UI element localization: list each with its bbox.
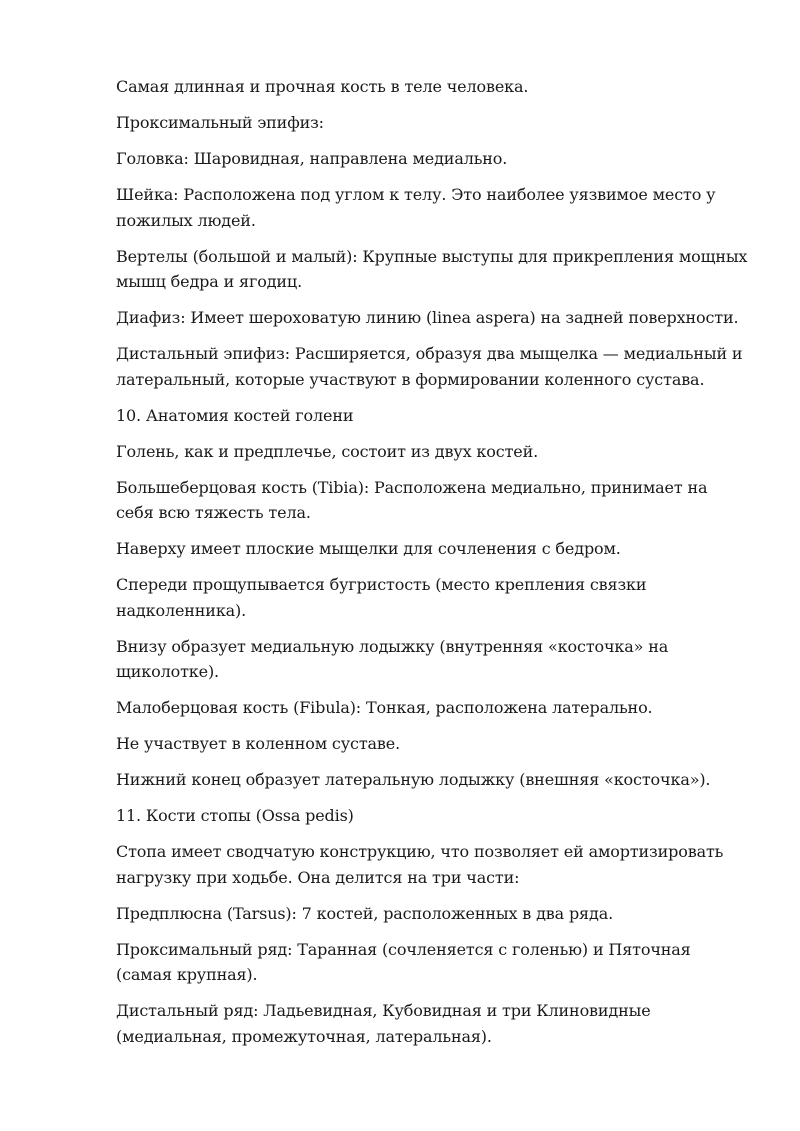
paragraph: Внизу образует медиальную лодыжку (внутренняя «косточка» на щиколотке). [116, 636, 669, 681]
paragraph: Наверху имеет плоские мыщелки для сочленения с бедром. [116, 539, 621, 558]
paragraph: Головка: Шаровидная, направлена медиально. [116, 149, 508, 168]
paragraph: Самая длинная и прочная кость в теле человека. [116, 77, 529, 96]
paragraph: Нижний конец образует латеральную лодыжку (внешняя «косточка»). [116, 770, 711, 789]
paragraph: Голень, как и предплечье, состоит из двух костей. [116, 441, 539, 461]
paragraph: Стопа имеет сводчатую конструкцию, что позволяет ей амортизировать нагрузку при ходьбе. Она делится на три части: [116, 842, 724, 887]
section-heading: 10. Анатомия костей голени [116, 405, 354, 425]
paragraph: Диафиз: Имеет шероховатую линию (linea aspera) на задней поверхности. [116, 308, 739, 327]
paragraph: Проксимальный ряд: Таранная (сочленяется с голенью) и Пяточная (самая крупная). [116, 939, 691, 984]
paragraph: Малоберцовая кость (Fibula): Тонкая, расположена латерально. [116, 698, 653, 717]
paragraph: Дистальный ряд: Ладьевидная, Кубовидная и три Клиновидные (медиальная, промежуточная, латеральная). [116, 1001, 651, 1046]
paragraph: Шейка: Расположена под углом к телу. Это наиболее уязвимое место у пожилых людей. [116, 185, 716, 230]
section-heading: 11. Кости стопы (Ossa pedis) [116, 806, 354, 825]
paragraph: Проксимальный эпифиз: [116, 113, 324, 132]
paragraph: Не участвует в коленном суставе. [116, 734, 401, 753]
paragraph: Предплюсна (Tarsus): 7 костей, расположенных в два ряда. [116, 903, 614, 923]
paragraph: Вертелы (большой и малый): Крупные выступы для прикрепления мощных мышц бедра и ягодиц. [116, 246, 748, 291]
document-body [116, 74, 748, 1060]
paragraph: Спереди прощупывается бугристость (место крепления связки надколенника). [116, 575, 647, 620]
paragraph: Дистальный эпифиз: Расширяется, образуя два мыщелка — медиальный и латеральный, которые участвуют в формировании коленного сустава. [116, 344, 743, 389]
paragraph: Большеберцовая кость (Tibia): Расположена медиально, принимает на себя всю тяжесть тела. [116, 477, 708, 522]
